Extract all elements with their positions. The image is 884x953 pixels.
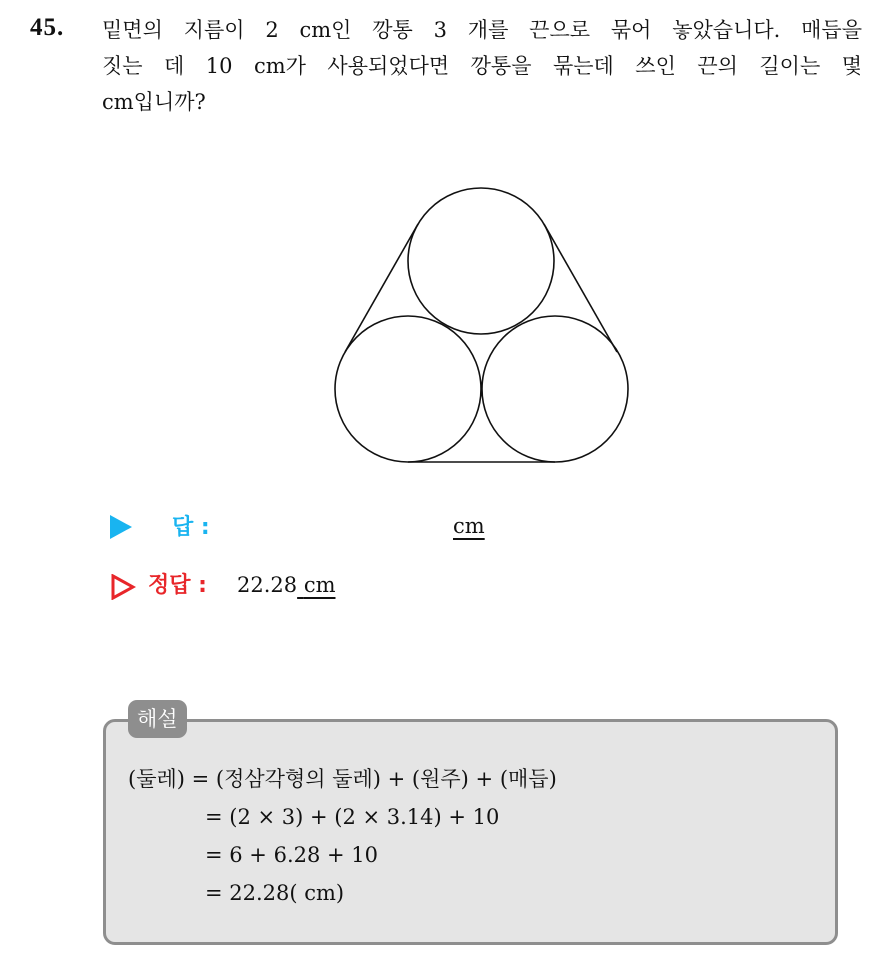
question-number: 45. xyxy=(30,14,65,41)
left-can-circle xyxy=(335,316,481,462)
string-left-segment xyxy=(345,224,418,352)
correct-answer-value xyxy=(237,573,336,597)
question-line-1: 밑면의 지름이 2 cm인 깡통 3 개를 끈으로 묶어 놓았습니다. 매듭을 xyxy=(102,18,862,42)
solution-line-1: (둘레) = (정삼각형의 둘레) + (원주) + (매듭) xyxy=(128,767,557,791)
right-can-circle xyxy=(482,316,628,462)
solution-line-4: = 22.28( cm) xyxy=(205,881,345,905)
question-line-2: 짓는 데 10 cm가 사용되었다면 깡통을 묶는데 쓰인 끈의 길이는 몇 xyxy=(102,54,862,78)
answer-unit: cm xyxy=(453,514,485,538)
answer-row xyxy=(110,512,510,544)
solution-tag: 해설 xyxy=(128,700,187,738)
string-right-segment xyxy=(544,224,617,352)
question-line-3: cm입니까? xyxy=(102,90,206,114)
correct-answer-unit xyxy=(297,573,335,597)
solution-line-3: = 6 + 6.28 + 10 xyxy=(205,843,379,867)
three-cans-figure xyxy=(330,183,635,468)
correct-answer-number: 22.28 xyxy=(237,573,298,597)
outlined-triangle-icon xyxy=(110,574,136,600)
filled-triangle-icon xyxy=(110,515,132,539)
solution-line-2: = (2 × 3) + (2 × 3.14) + 10 xyxy=(205,805,500,829)
question-text xyxy=(102,12,862,120)
solution-lines xyxy=(128,760,557,912)
correct-answer-unit-text: cm xyxy=(303,573,336,597)
top-can-circle xyxy=(408,188,554,334)
answer-label: 답 : xyxy=(172,515,210,540)
correct-answer-row xyxy=(110,570,510,604)
correct-answer-label: 정답 : xyxy=(148,573,207,598)
